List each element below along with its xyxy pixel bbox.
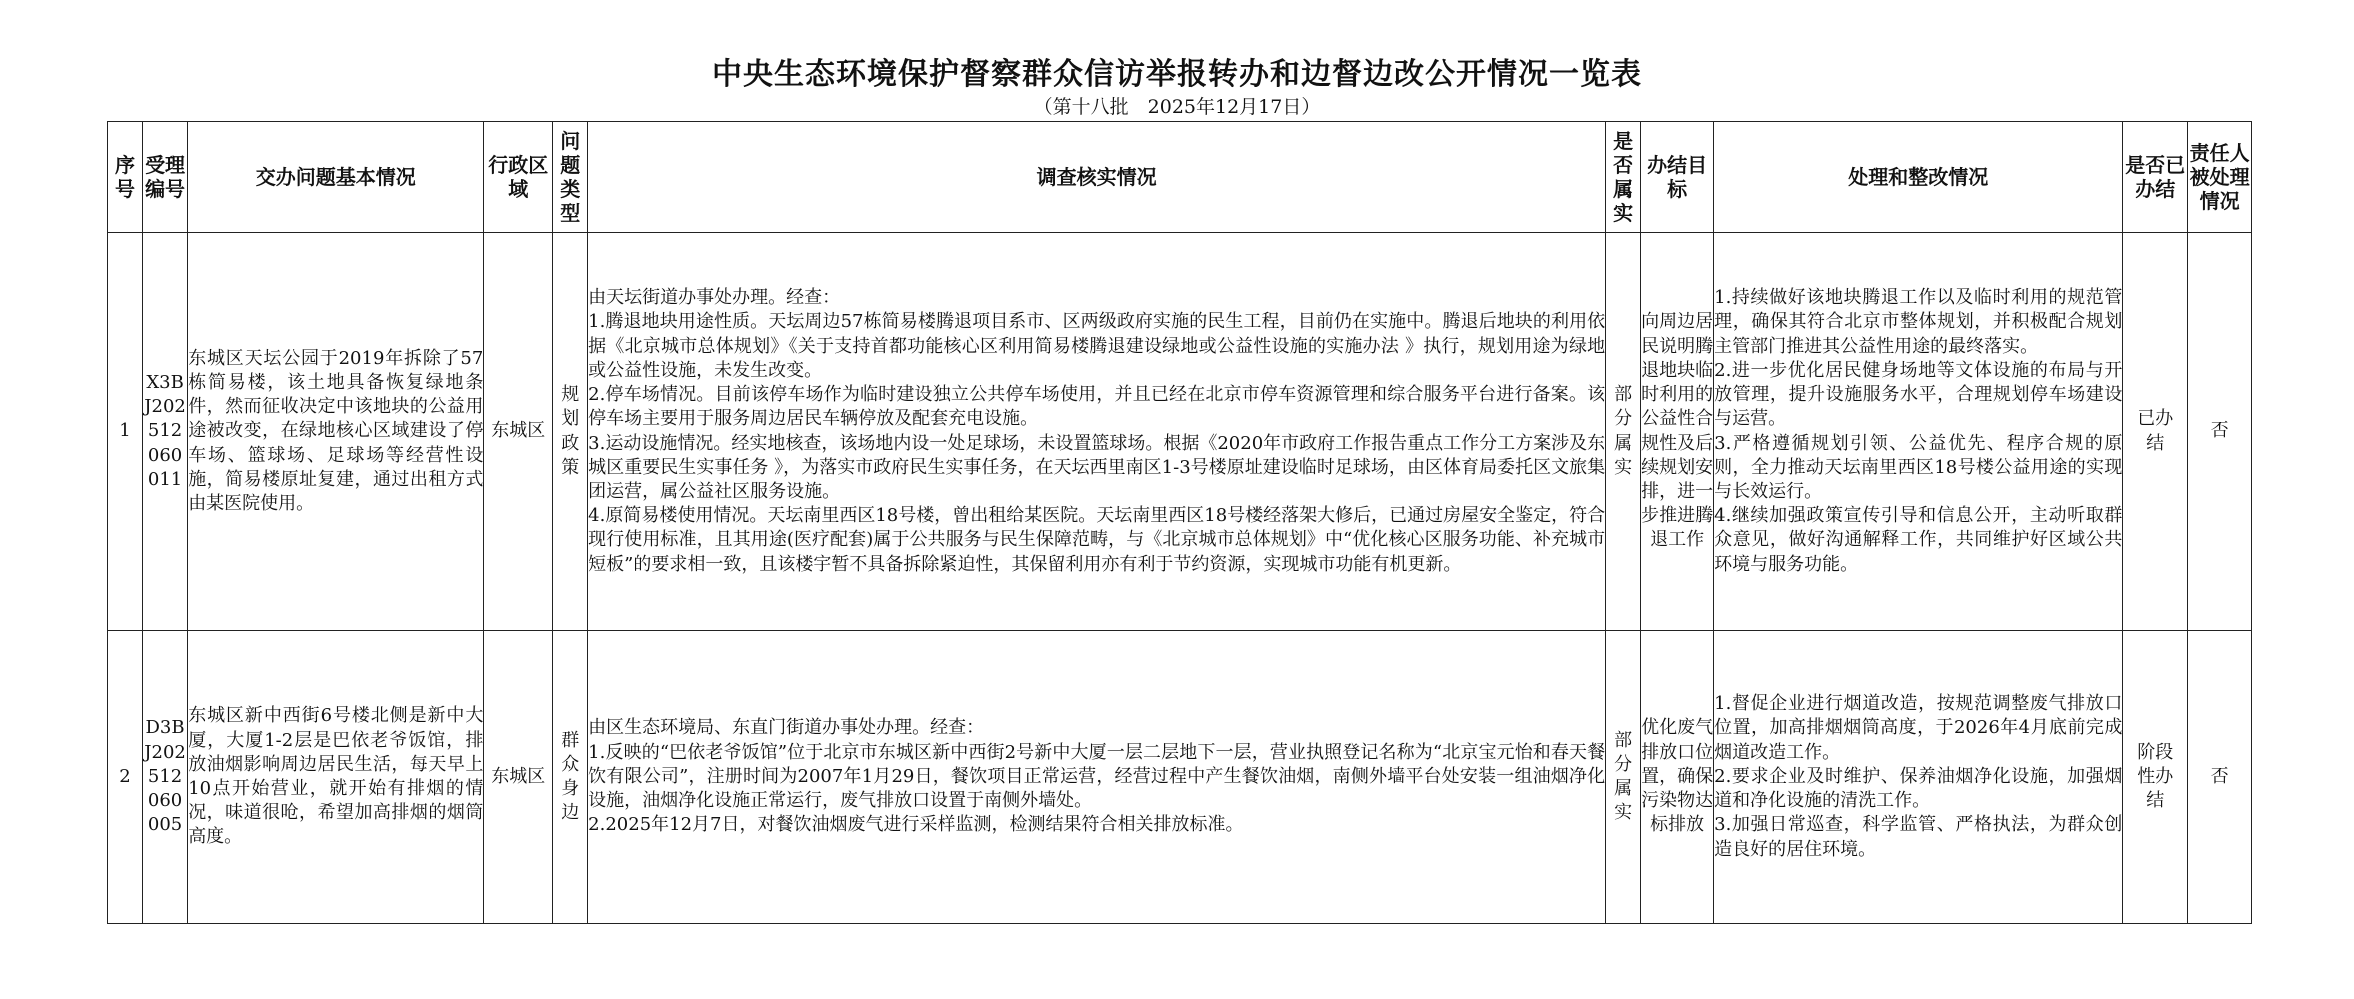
rectification-line: 3.严格遵循规划引领、公益优先、程序合规的原则，全力推动天坛南里西区18号楼公益用途的实现与长效运行。	[1714, 432, 2123, 502]
rectification-line: 2.进一步优化居民健身场地等文体设施的布局与开放管理，提升设施服务水平，合理规划停车场建设与运营。	[1714, 359, 2123, 430]
cell-seq: 1	[108, 233, 143, 631]
cell-code: X3BJ202512060011	[142, 233, 187, 631]
header-region: 行政区域	[484, 122, 553, 233]
header-type: 问题类型	[553, 122, 588, 233]
table-row	[108, 233, 2252, 631]
header-investigation: 调查核实情况	[588, 122, 1606, 233]
header-completed: 是否已办结	[2123, 122, 2188, 233]
cell-rectification	[1714, 631, 2123, 924]
cell-issue: 东城区天坛公园于2019年拆除了57栋简易楼，该土地具备恢复绿地条件，然而征收决定中该地块的公益用途被改变，在绿地核心区域建设了停车场、篮球场、足球场等经营性设施，简易楼原址复建，通过出租方式由某医院使用。	[188, 233, 484, 631]
cell-verified: 部分属实	[1606, 233, 1641, 631]
header-code: 受理编号	[142, 122, 187, 233]
page-title: 中央生态环境保护督察群众信访举报转办和边督边改公开情况一览表	[712, 57, 1642, 92]
rectification-line: 4.继续加强政策宣传引导和信息公开，主动听取群众意见，做好沟通解释工作，共同维护好区域公共环境与服务功能。	[1714, 505, 2123, 575]
rectification-line: 1.持续做好该地块腾退工作以及临时利用的规范管理，确保其符合北京市整体规划，并积极配合规划主管部门推进其公益性用途的最终落实。	[1714, 287, 2123, 357]
investigation-line: 由天坛街道办事处办理。经查：	[588, 287, 841, 309]
investigation-line: 1.反映的“巴依老爷饭馆”位于北京市东城区新中西街2号新中大厦一层二层地下一层，营业执照登记名称为“北京宝元怡和春天餐饮有限公司”，注册时间为2007年1月29日，餐饮项目正常运营，经营过程中产生餐饮油烟，南侧外墙平台处安装一组油烟净化设施，油烟净化设施正常运行，废气排放口设置于南侧外墙处。	[588, 741, 1606, 812]
report-table	[107, 121, 2252, 924]
cell-investigation	[588, 631, 1606, 924]
cell-accountability: 否	[2188, 631, 2252, 924]
rectification-line: 2.要求企业及时维护、保养油烟净化设施，加强烟道和净化设施的清洗工作。	[1714, 765, 2123, 812]
cell-goal: 向周边居民说明腾退地块临时利用的公益性合规性及后续规划安排，进一步推进腾退工作	[1641, 233, 1714, 631]
header-rectification: 处理和整改情况	[1714, 122, 2123, 233]
cell-type: 群众身边	[553, 631, 588, 924]
investigation-line: 1.腾退地块用途性质。天坛周边57栋简易楼腾退项目系市、区两级政府实施的民生工程，目前仍在实施中。腾退后地块的利用依据《北京城市总体规划》《关于支持首都功能核心区利用简易楼腾退建设绿地或公益性设施的实施办法 》执行，规划用途为绿地或公益性设施，未发生改变。	[588, 311, 1606, 381]
cell-completed: 已办结	[2123, 233, 2188, 631]
header-seq: 序号	[108, 122, 143, 233]
page-subtitle: （第十八批 2025年12月17日）	[1033, 96, 1321, 118]
investigation-line: 3.运动设施情况。经实地核查，该场地内设一处足球场，未设置篮球场。根据《2020年市政府工作报告重点工作分工方案涉及东城区重要民生实事任务 》，为落实市政府民生实事任务，在天坛西里南区1-3号楼原址建设临时足球场，由区体育局委托区文旅集团运营，属公益社区服务设施。	[588, 432, 1606, 502]
rectification-line: 3.加强日常巡查，科学监管、严格执法，为群众创造良好的居住环境。	[1714, 814, 2123, 860]
header-accountability: 责任人被处理情况	[2188, 122, 2252, 233]
cell-accountability: 否	[2188, 233, 2252, 631]
investigation-line: 4.原简易楼使用情况。天坛南里西区18号楼，曾出租给某医院。天坛南里西区18号楼经落架大修后，已通过房屋安全鉴定，符合现行使用标准，且其用途(医疗配套)属于公共服务与民生保障范畴，与《北京城市总体规划》中“优化核心区服务功能、补充城市短板”的要求相一致，且该楼宇暂不具备拆除紧迫性，其保留利用亦有利于节约资源，实现城市功能有机更新。	[588, 505, 1606, 575]
cell-code: D3BJ202512060005	[142, 631, 187, 924]
investigation-line: 由区生态环境局、东直门街道办事处办理。经查：	[588, 717, 985, 739]
header-verified: 是否属实	[1606, 122, 1641, 233]
header-issue: 交办问题基本情况	[188, 122, 484, 233]
cell-verified: 部分属实	[1606, 631, 1641, 924]
cell-issue: 东城区新中西街6号楼北侧是新中大厦，大厦1-2层是巴依老爷饭馆，排放油烟影响周边居民生活，每天早上10点开始营业，就开始有排烟的情况，味道很呛，希望加高排烟的烟筒高度。	[188, 631, 484, 924]
cell-completed: 阶段性办结	[2123, 631, 2188, 924]
cell-region: 东城区	[484, 233, 553, 631]
cell-rectification	[1714, 233, 2123, 631]
header-goal: 办结目标	[1641, 122, 1714, 233]
table-row	[108, 631, 2252, 924]
investigation-line: 2.2025年12月7日，对餐饮油烟废气进行采样监测，检测结果符合相关排放标准。	[588, 814, 1244, 836]
cell-region: 东城区	[484, 631, 553, 924]
cell-seq: 2	[108, 631, 143, 924]
rectification-line: 1.督促企业进行烟道改造，按规范调整废气排放口位置，加高排烟烟筒高度，于2026年4月底前完成烟道改造工作。	[1714, 693, 2123, 763]
cell-goal: 优化废气排放口位置，确保污染物达标排放	[1641, 631, 1714, 924]
cell-type: 规划政策	[553, 233, 588, 631]
header-row	[108, 122, 2252, 233]
investigation-line: 2.停车场情况。目前该停车场作为临时建设独立公共停车场使用，并且已经在北京市停车资源管理和综合服务平台进行备案。该停车场主要用于服务周边居民车辆停放及配套充电设施。	[588, 384, 1606, 430]
cell-investigation	[588, 233, 1606, 631]
